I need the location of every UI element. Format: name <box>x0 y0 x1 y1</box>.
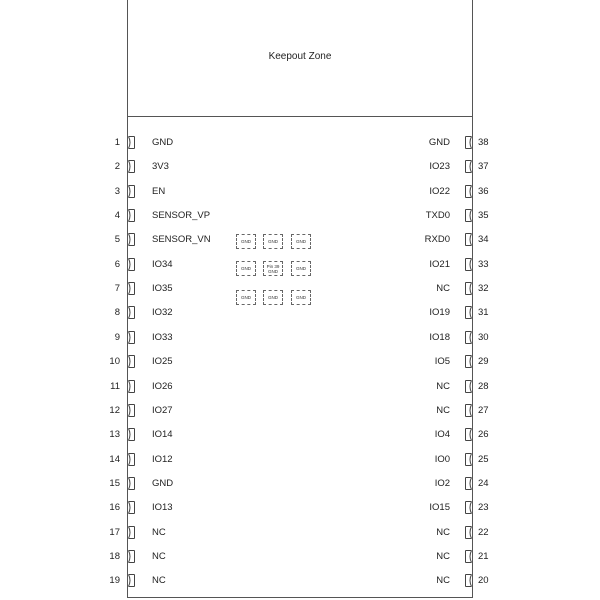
pin-number: 23 <box>478 502 489 514</box>
gnd-pad <box>236 234 256 249</box>
pin-row-right <box>0 135 600 151</box>
pin-pad-icon <box>465 258 472 271</box>
pin-number: 4 <box>114 210 120 222</box>
pin-name: NC <box>436 283 450 295</box>
pin-name: NC <box>436 575 450 587</box>
gnd-pad <box>263 290 283 305</box>
pin-name: IO34 <box>152 258 173 270</box>
pin-number: 3 <box>114 185 120 197</box>
pin-number: 12 <box>109 404 120 416</box>
pin-pad-icon <box>465 306 472 319</box>
pin-pad-icon <box>465 209 472 222</box>
pin-number: 10 <box>109 356 120 368</box>
pin-name: GND <box>428 137 450 148</box>
pin-row-right <box>0 159 600 175</box>
gnd-pad-label-line2: GND <box>267 268 278 274</box>
pin-pad-icon <box>465 428 472 441</box>
pin-row-right <box>0 573 600 589</box>
pin-row-right <box>0 184 600 200</box>
gnd-pad-label: GND <box>241 239 251 244</box>
pin-name: RXD0 <box>424 234 450 246</box>
pin-number: 34 <box>478 234 489 246</box>
pin-number: 9 <box>114 331 120 343</box>
pin-pad-icon <box>465 136 472 149</box>
pin-row-right <box>0 525 600 541</box>
pin-number: 22 <box>478 526 489 538</box>
pin-number: 18 <box>109 550 120 562</box>
pin-name: IO14 <box>152 429 173 441</box>
pin-name: IO15 <box>429 502 450 514</box>
pin-number: 27 <box>478 404 489 416</box>
pin-number: 19 <box>109 575 120 587</box>
pin-pad-icon <box>465 233 472 246</box>
gnd-pad-label: GND <box>241 266 251 271</box>
pin-pad-icon <box>465 380 472 393</box>
pin-row-right <box>0 305 600 321</box>
pin-pad-icon <box>465 453 472 466</box>
pin-pad-icon <box>465 185 472 198</box>
pin-pad-icon <box>465 550 472 563</box>
pin-name: GND <box>152 137 174 148</box>
pin-name: GND <box>152 477 174 489</box>
pin-name: IO12 <box>152 453 173 465</box>
pin-row-right <box>0 354 600 370</box>
pin-row-right <box>0 379 600 395</box>
pin-number: 35 <box>478 210 489 222</box>
pin-name: NC <box>436 526 450 538</box>
pin-name: IO25 <box>152 356 173 368</box>
pin-number: 36 <box>478 185 489 197</box>
gnd-pad-label-line1: Pin 39 <box>266 263 280 269</box>
pin-name: IO33 <box>152 331 173 343</box>
pin-name: NC <box>436 404 450 416</box>
gnd-pad-label: GND <box>296 266 306 271</box>
gnd-pad-label: GND <box>241 295 251 300</box>
pin-name: EN <box>152 185 166 197</box>
pin-name: IO19 <box>429 307 450 319</box>
pin-row-right <box>0 549 600 565</box>
gnd-pad <box>263 261 283 276</box>
pin-name: IO35 <box>152 283 173 295</box>
gnd-pad <box>236 290 256 305</box>
pin-number: 17 <box>109 526 120 538</box>
pin-name: IO27 <box>152 404 173 416</box>
pin-number: 6 <box>114 258 120 270</box>
pin-number: 2 <box>114 161 120 173</box>
pin-name: IO13 <box>152 502 173 514</box>
gnd-pad <box>263 234 283 249</box>
pin-name: TXD0 <box>425 210 450 222</box>
pin-name: IO22 <box>429 185 450 197</box>
gnd-pad-label: GND <box>296 239 306 244</box>
pin-number: 11 <box>110 380 120 392</box>
gnd-pad <box>236 261 256 276</box>
gnd-pad-label: GND <box>268 295 278 300</box>
pin-pad-icon <box>465 526 472 539</box>
gnd-pad <box>291 261 311 276</box>
pin-number: 5 <box>114 234 120 246</box>
pin-number: 25 <box>478 453 489 465</box>
pin-number: 32 <box>478 283 489 295</box>
pin-number: 7 <box>114 283 120 295</box>
pin-name: NC <box>436 380 450 392</box>
gnd-pad <box>291 290 311 305</box>
pin-pad-icon <box>465 160 472 173</box>
pin-name: SENSOR_VN <box>152 234 211 246</box>
pin-number: 33 <box>478 258 489 270</box>
pin-pad-icon <box>465 574 472 587</box>
pin-pad-icon <box>465 355 472 368</box>
pin-number: 24 <box>478 477 489 489</box>
pin-name: IO32 <box>152 307 173 319</box>
pin-number: 37 <box>478 161 489 173</box>
pin-number: 14 <box>109 453 120 465</box>
pin-name: NC <box>152 575 166 587</box>
pin-number: 29 <box>478 356 489 368</box>
pin-pad-icon <box>465 501 472 514</box>
pin-name: IO21 <box>429 258 450 270</box>
pin-row-right <box>0 330 600 346</box>
pin-pad-icon <box>465 282 472 295</box>
pin-name: IO23 <box>429 161 450 173</box>
pin-number: 8 <box>114 307 120 319</box>
pin-name: IO5 <box>434 356 450 368</box>
pin-number: 28 <box>478 380 489 392</box>
pin-name: SENSOR_VP <box>152 210 211 222</box>
pin-name: 3V3 <box>152 161 169 173</box>
pin-number: 21 <box>478 550 489 562</box>
gnd-pad-label: GND <box>268 239 278 244</box>
pin-name: NC <box>152 526 166 538</box>
pin-row-right <box>0 476 600 492</box>
pin-name: NC <box>152 550 166 562</box>
pin-row-right <box>0 427 600 443</box>
pin-name: IO0 <box>434 453 450 465</box>
pin-row-right <box>0 403 600 419</box>
pin-number: 15 <box>109 477 120 489</box>
pin-name: IO26 <box>152 380 173 392</box>
pin-number: 1 <box>114 137 120 148</box>
pin-name: IO2 <box>434 477 450 489</box>
pin-name: IO4 <box>434 429 450 441</box>
pin-number: 13 <box>109 429 120 441</box>
gnd-pad-label: GND <box>296 295 306 300</box>
pin-name: NC <box>436 550 450 562</box>
pin-pad-icon <box>465 331 472 344</box>
pin-number: 20 <box>478 575 489 587</box>
pin-row-right <box>0 208 600 224</box>
gnd-pad <box>291 234 311 249</box>
pin-name: IO18 <box>429 331 450 343</box>
pin-pad-icon <box>465 404 472 417</box>
pin-number: 26 <box>478 429 489 441</box>
pin-number: 38 <box>478 137 489 148</box>
keepout-zone-label: Keepout Zone <box>268 51 332 62</box>
pin-row-right <box>0 500 600 516</box>
pin-number: 16 <box>109 502 120 514</box>
pin-number: 31 <box>478 307 489 319</box>
pin-row-right <box>0 452 600 468</box>
pin-pad-icon <box>465 477 472 490</box>
pin-number: 30 <box>478 331 489 343</box>
